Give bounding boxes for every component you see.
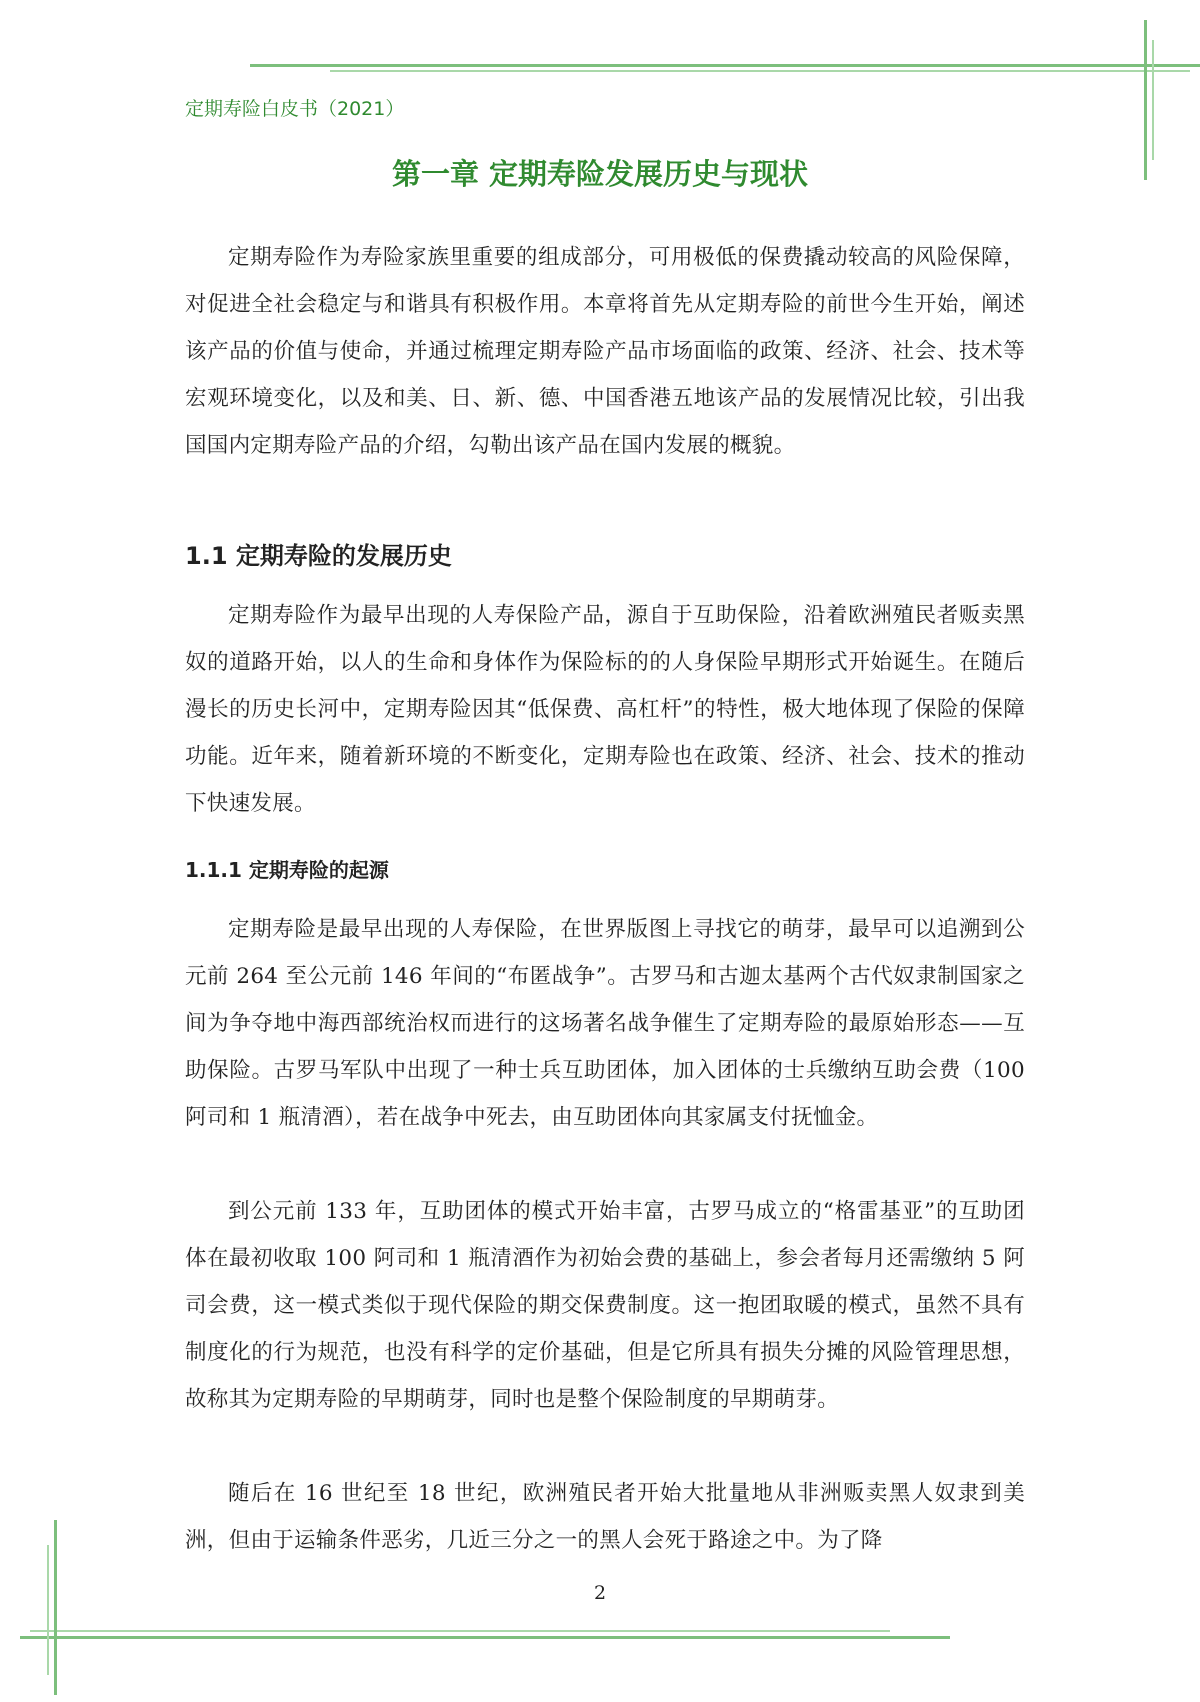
top-right-vertical-line-faint (1152, 40, 1154, 160)
chapter-title: 第一章 定期寿险发展历史与现状 (391, 157, 809, 191)
top-decor-line (250, 64, 1200, 67)
top-decor-line-faint (330, 70, 1190, 72)
section-1-1-1-paragraph-1: 定期寿险是最早出现的人寿保险，在世界版图上寻找它的萌芽，最早可以追溯到公元前 264 至公元前 146 年间的“布匿战争”。古罗马和古迦太基两个古代奴隶制国家之间为争夺地中海西部统治权而进行的这场著名战争催生了定期寿险的最原始形态——互助保险。古罗马军队中出现了一种士兵互助团体，加入团体的士兵缴纳互助会费（100 阿司和 1 瓶清酒），若在战争中死去，由互助团体向其家属支付抚恤金。 (185, 917, 1025, 1130)
section-1-1-1-paragraph-2: 到公元前 133 年，互助团体的模式开始丰富，古罗马成立的“格雷基亚”的互助团体在最初收取 100 阿司和 1 瓶清酒作为初始会费的基础上，参会者每月还需缴纳 5 阿司会费，这一模式类似于现代保险的期交保费制度。这一抱团取暖的模式，虽然不具有制度化的行为规范，也没有科学的定价基础，但是它所具有损失分摊的风险管理思想，故称其为定期寿险的早期萌芽，同时也是整个保险制度的早期萌芽。 (185, 1199, 1025, 1412)
bottom-decor-line-faint (30, 1630, 890, 1632)
bottom-left-vertical-line (54, 1520, 57, 1695)
intro-paragraph: 定期寿险作为寿险家族里重要的组成部分，可用极低的保费撬动较高的风险保障，对促进全社会稳定与和谐具有积极作用。本章将首先从定期寿险的前世今生开始，阐述该产品的价值与使命，并通过梳理定期寿险产品市场面临的政策、经济、社会、技术等宏观环境变化，以及和美、日、新、德、中国香港五地该产品的发展情况比较，引出我国国内定期寿险产品的介绍，勾勒出该产品在国内发展的概貌。 (185, 245, 1025, 458)
bottom-left-vertical-line-faint (47, 1545, 49, 1675)
running-header: 定期寿险白皮书（2021） (185, 98, 405, 120)
bottom-decor-line (20, 1636, 950, 1639)
section-heading-1-1: 1.1 定期寿险的发展历史 (185, 542, 452, 570)
page-number: 2 (593, 1582, 607, 1604)
section-1-1-1-paragraph-3: 随后在 16 世纪至 18 世纪，欧洲殖民者开始大批量地从非洲贩卖黑人奴隶到美洲，但由于运输条件恶劣，几近三分之一的黑人会死于路途之中。为了降 (185, 1481, 1025, 1553)
section-1-1-paragraph: 定期寿险作为最早出现的人寿保险产品，源自于互助保险，沿着欧洲殖民者贩卖黑奴的道路开始，以人的生命和身体作为保险标的的人身保险早期形式开始诞生。在随后漫长的历史长河中，定期寿险因其“低保费、高杠杆”的特性，极大地体现了保险的保障功能。近年来，随着新环境的不断变化，定期寿险也在政策、经济、社会、技术的推动下快速发展。 (185, 603, 1025, 816)
section-heading-1-1-1: 1.1.1 定期寿险的起源 (185, 858, 389, 882)
